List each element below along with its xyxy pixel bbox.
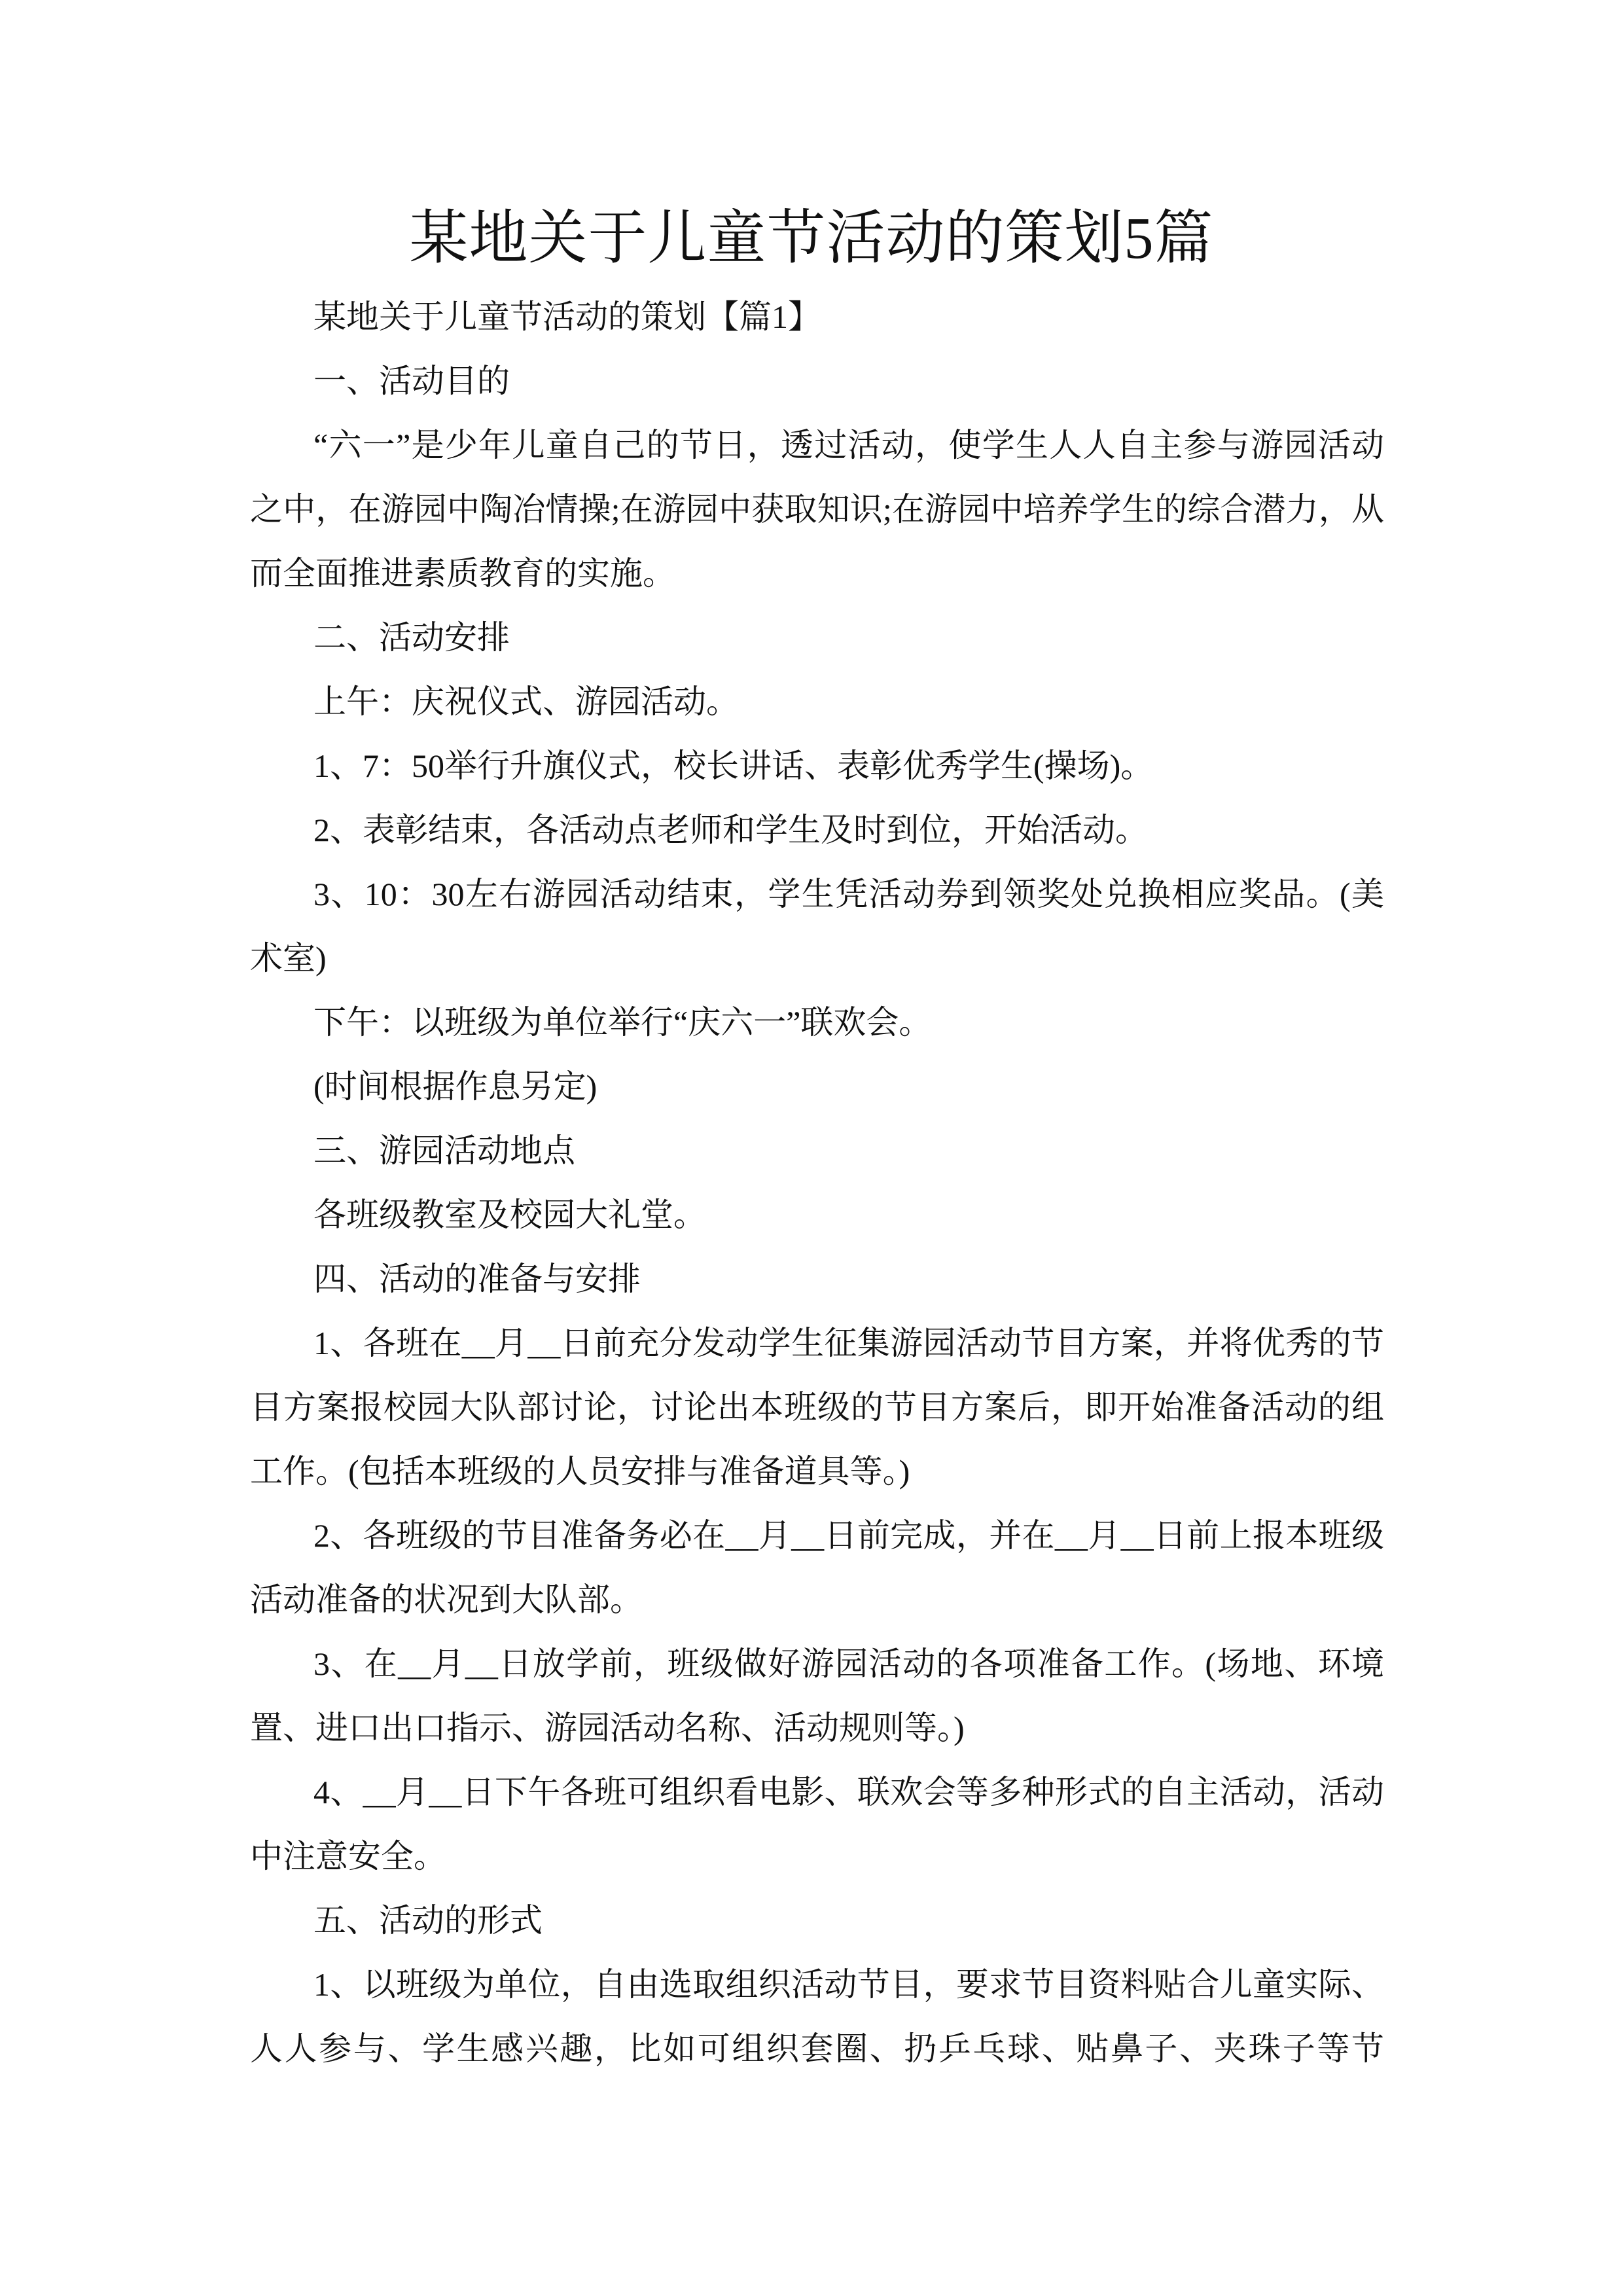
document-title: 某地关于儿童节活动的策划5篇 (409, 206, 1214, 271)
paragraph (250, 349, 1384, 413)
text-line: 1、7：50举行升旗仪式，校长讲话、表彰优秀学生(操场)。 (313, 747, 1154, 784)
paragraph (250, 1183, 1384, 1247)
text-line: 2、各班级的节目准备务必在__月__日前完成，并在__月__日前上报本班级 (313, 1517, 1384, 1554)
paragraph (250, 1311, 1384, 1503)
paragraph (250, 1503, 1384, 1632)
text-line: 目方案报校园大队部讨论，讨论出本班级的节目方案后，即开始准备活动的组 (250, 1389, 1384, 1426)
paragraph (250, 1119, 1384, 1183)
text-line: 四、活动的准备与安排 (313, 1261, 641, 1297)
text-line: 3、在__月__日放学前，班级做好游园活动的各项准备工作。(场地、环境 (313, 1645, 1384, 1682)
paragraph (250, 1632, 1384, 1760)
paragraph (250, 862, 1384, 990)
text-line: 下午：以班级为单位举行“庆六一”联欢会。 (313, 1004, 932, 1041)
paragraph (250, 1952, 1384, 2081)
text-line: (时间根据作息另定) (313, 1068, 597, 1105)
text-line: 中注意安全。 (250, 1838, 446, 1874)
text-line: 1、各班在__月__日前充分发动学生征集游园活动节目方案，并将优秀的节 (313, 1325, 1384, 1361)
paragraph (250, 1247, 1384, 1311)
text-line: 1、以班级为单位，自由选取组织活动节目，要求节目资料贴合儿童实际、 (313, 1966, 1384, 2003)
text-line: 术室) (250, 940, 327, 977)
text-line: 人人参与、学生感兴趣，比如可组织套圈、扔乒乓球、贴鼻子、夹珠子等节 (250, 2030, 1384, 2067)
text-line: 五、活动的形式 (313, 1902, 543, 1939)
paragraph (250, 734, 1384, 798)
paragraph (250, 798, 1384, 862)
text-line: 3、10：30左右游园活动结束，学生凭活动券到领奖处兑换相应奖品。(美 (313, 876, 1384, 912)
text-line: 二、活动安排 (313, 619, 510, 656)
text-line: 置、进口出口指示、游园活动名称、活动规则等。) (250, 1710, 965, 1746)
paragraph (250, 1888, 1384, 1952)
paragraph (250, 1760, 1384, 1888)
text-line: 2、表彰结束，各活动点老师和学生及时到位，开始活动。 (313, 812, 1148, 848)
text-line: 活动准备的状况到大队部。 (250, 1581, 643, 1618)
text-line: 之中，在游园中陶冶情操;在游园中获取知识;在游园中培养学生的综合潜力，从 (250, 491, 1384, 528)
text-line: 一、活动目的 (313, 363, 510, 399)
text-line: 而全面推进素质教育的实施。 (250, 555, 675, 592)
paragraph (250, 605, 1384, 670)
text-line: 各班级教室及校园大礼堂。 (313, 1196, 706, 1233)
paragraph (250, 670, 1384, 734)
text-line: “六一”是少年儿童自己的节日，透过活动，使学生人人自主参与游园活动 (313, 427, 1384, 463)
document-body (250, 285, 1384, 2081)
text-line: 工作。(包括本班级的人员安排与准备道具等。) (250, 1453, 910, 1490)
text-line: 4、__月__日下午各班可组织看电影、联欢会等多种形式的自主活动，活动 (313, 1774, 1384, 1810)
paragraph (250, 990, 1384, 1054)
text-line: 某地关于儿童节活动的策划【篇1】 (313, 298, 821, 335)
paragraph (250, 285, 1384, 349)
paragraph (250, 1054, 1384, 1119)
text-line: 上午：庆祝仪式、游园活动。 (313, 683, 739, 720)
paragraph (250, 413, 1384, 605)
text-line: 三、游园活动地点 (313, 1132, 575, 1169)
